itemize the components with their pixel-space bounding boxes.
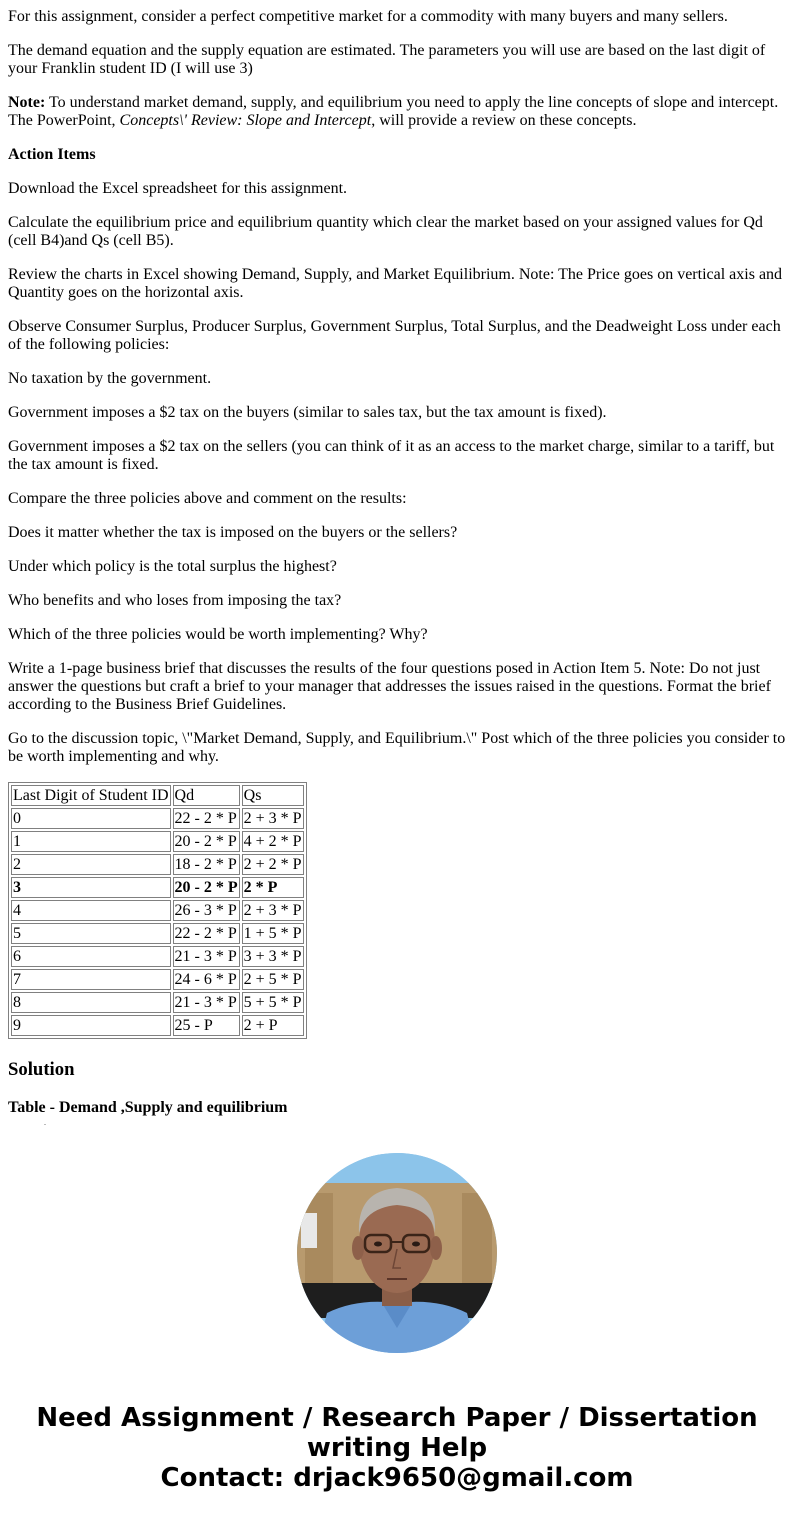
cell-qs: 2 + 5 * P bbox=[242, 969, 304, 990]
table-row bbox=[11, 1015, 304, 1036]
header-qd: Qd bbox=[173, 785, 240, 806]
cell-qs: 3 + 3 * P bbox=[242, 946, 304, 967]
cell-qd: 26 - 3 * P bbox=[173, 900, 240, 921]
table-row bbox=[11, 808, 304, 829]
cell-qs: 2 + 2 * P bbox=[242, 854, 304, 875]
cell-qd: 20 - 2 * P bbox=[174, 879, 238, 896]
question-item: Does it matter whether the tax is imposed on the buyers or the sellers? bbox=[8, 524, 458, 541]
note-paragraph bbox=[8, 94, 786, 130]
note-text-2: , will provide a review on these concepts. bbox=[371, 112, 637, 129]
action-item: Download the Excel spreadsheet for this assignment. bbox=[8, 180, 348, 197]
action-item: Calculate the equilibrium price and equilibrium quantity which clear the market based on your assigned values for Qd (cell B4)and Qs (cell B5). bbox=[8, 214, 763, 249]
avatar-photo bbox=[297, 1153, 497, 1353]
question-item: Under which policy is the total surplus the highest? bbox=[8, 558, 337, 575]
cell-digit: 0 bbox=[11, 808, 171, 829]
cell-qs: 4 + 2 * P bbox=[242, 831, 304, 852]
table-row bbox=[11, 831, 304, 852]
table-row bbox=[11, 946, 304, 967]
action-item: Write a 1-page business brief that discusses the results of the four questions posed in Action Item 5. Note: Do not just answer the questions but craft a brief to your manager that addresses the issues raised in the questions. Format the brief according to the Business Brief Guidelines. bbox=[8, 660, 771, 713]
cell-digit: 1 bbox=[11, 831, 171, 852]
author-avatar bbox=[297, 1153, 497, 1353]
broken-image-placeholder bbox=[44, 1124, 46, 1125]
header-qs: Qs bbox=[242, 785, 304, 806]
cell-qs: 2 + 3 * P bbox=[242, 900, 304, 921]
action-item: Review the charts in Excel showing Demand, Supply, and Market Equilibrium. Note: The Price goes on vertical axis and Quantity goes on the horizontal axis. bbox=[8, 266, 783, 301]
table-row-highlighted bbox=[11, 877, 304, 898]
cell-qd: 21 - 3 * P bbox=[173, 992, 240, 1013]
table-row bbox=[11, 854, 304, 875]
table-header-row bbox=[11, 785, 304, 806]
cell-digit: 9 bbox=[11, 1015, 171, 1036]
cell-qs: 2 * P bbox=[242, 877, 304, 898]
action-item: Compare the three policies above and comment on the results: bbox=[8, 490, 407, 507]
powerpoint-title: Concepts\' Review: Slope and Intercept bbox=[119, 112, 372, 129]
cell-qd: 22 - 2 * P bbox=[173, 808, 240, 829]
cell-qd: 25 - P bbox=[173, 1015, 240, 1036]
action-item: Observe Consumer Surplus, Producer Surplus, Government Surplus, Total Surplus, and the Deadweight Loss under each of the following policies: bbox=[8, 318, 781, 353]
promo-line-2: writing Help bbox=[306, 1433, 488, 1463]
solution-table-title: Table - Demand ,Supply and equilibrium bbox=[8, 1099, 288, 1116]
note-text-1: To understand market demand, supply, and equilibrium you need to apply the line concepts of slope and intercept. The PowerPoint, bbox=[8, 94, 779, 129]
cell-qs: 2 + P bbox=[242, 1015, 304, 1036]
action-items-heading: Action Items bbox=[8, 146, 96, 163]
contact-promo-banner bbox=[0, 1403, 794, 1493]
cell-qd: 20 - 2 * P bbox=[173, 831, 240, 852]
cell-qd: 21 - 3 * P bbox=[173, 946, 240, 967]
cell-digit: 2 bbox=[11, 854, 171, 875]
solution-heading: Solution bbox=[8, 1059, 75, 1080]
cell-qs: 5 + 5 * P bbox=[242, 992, 304, 1013]
intro-paragraph-2: The demand equation and the supply equation are estimated. The parameters you will use are based on the last digit of your Franklin student ID (I will use 3) bbox=[8, 42, 766, 77]
header-last-digit: Last Digit of Student ID bbox=[13, 787, 169, 804]
intro-paragraph-1: For this assignment, consider a perfect competitive market for a commodity with many buyers and many sellers. bbox=[8, 8, 728, 25]
table-row bbox=[11, 969, 304, 990]
promo-contact-email: Contact: drjack9650@gmail.com bbox=[160, 1463, 634, 1493]
cell-digit: 3 bbox=[11, 877, 171, 898]
question-item: Which of the three policies would be worth implementing? Why? bbox=[8, 626, 428, 643]
cell-digit: 4 bbox=[11, 900, 171, 921]
student-id-equations-table bbox=[8, 782, 307, 1039]
action-item: Go to the discussion topic, \"Market Demand, Supply, and Equilibrium.\" Post which of the three policies you consider to be worth implementing and why. bbox=[8, 730, 786, 765]
policy-item: Government imposes a $2 tax on the sellers (you can think of it as an access to the market charge, similar to a tariff, but the tax amount is fixed. bbox=[8, 438, 775, 473]
cell-qd: 18 - 2 * P bbox=[173, 854, 240, 875]
cell-digit: 8 bbox=[11, 992, 171, 1013]
table-row bbox=[11, 923, 304, 944]
cell-qd: 22 - 2 * P bbox=[173, 923, 240, 944]
note-label: Note: bbox=[8, 94, 46, 111]
table-row bbox=[11, 900, 304, 921]
cell-digit: 6 bbox=[11, 946, 171, 967]
cell-digit: 7 bbox=[11, 969, 171, 990]
cell-digit: 5 bbox=[11, 923, 171, 944]
cell-qs: 1 + 5 * P bbox=[242, 923, 304, 944]
person-portrait-icon bbox=[297, 1153, 497, 1353]
cell-qs: 2 + 3 * P bbox=[242, 808, 304, 829]
policy-item: No taxation by the government. bbox=[8, 370, 212, 387]
question-item: Who benefits and who loses from imposing the tax? bbox=[8, 592, 342, 609]
promo-line-1: Need Assignment / Research Paper / Dissertation bbox=[36, 1403, 758, 1433]
table-row bbox=[11, 992, 304, 1013]
cell-qd: 24 - 6 * P bbox=[173, 969, 240, 990]
policy-item: Government imposes a $2 tax on the buyers (similar to sales tax, but the tax amount is fixed). bbox=[8, 404, 607, 421]
